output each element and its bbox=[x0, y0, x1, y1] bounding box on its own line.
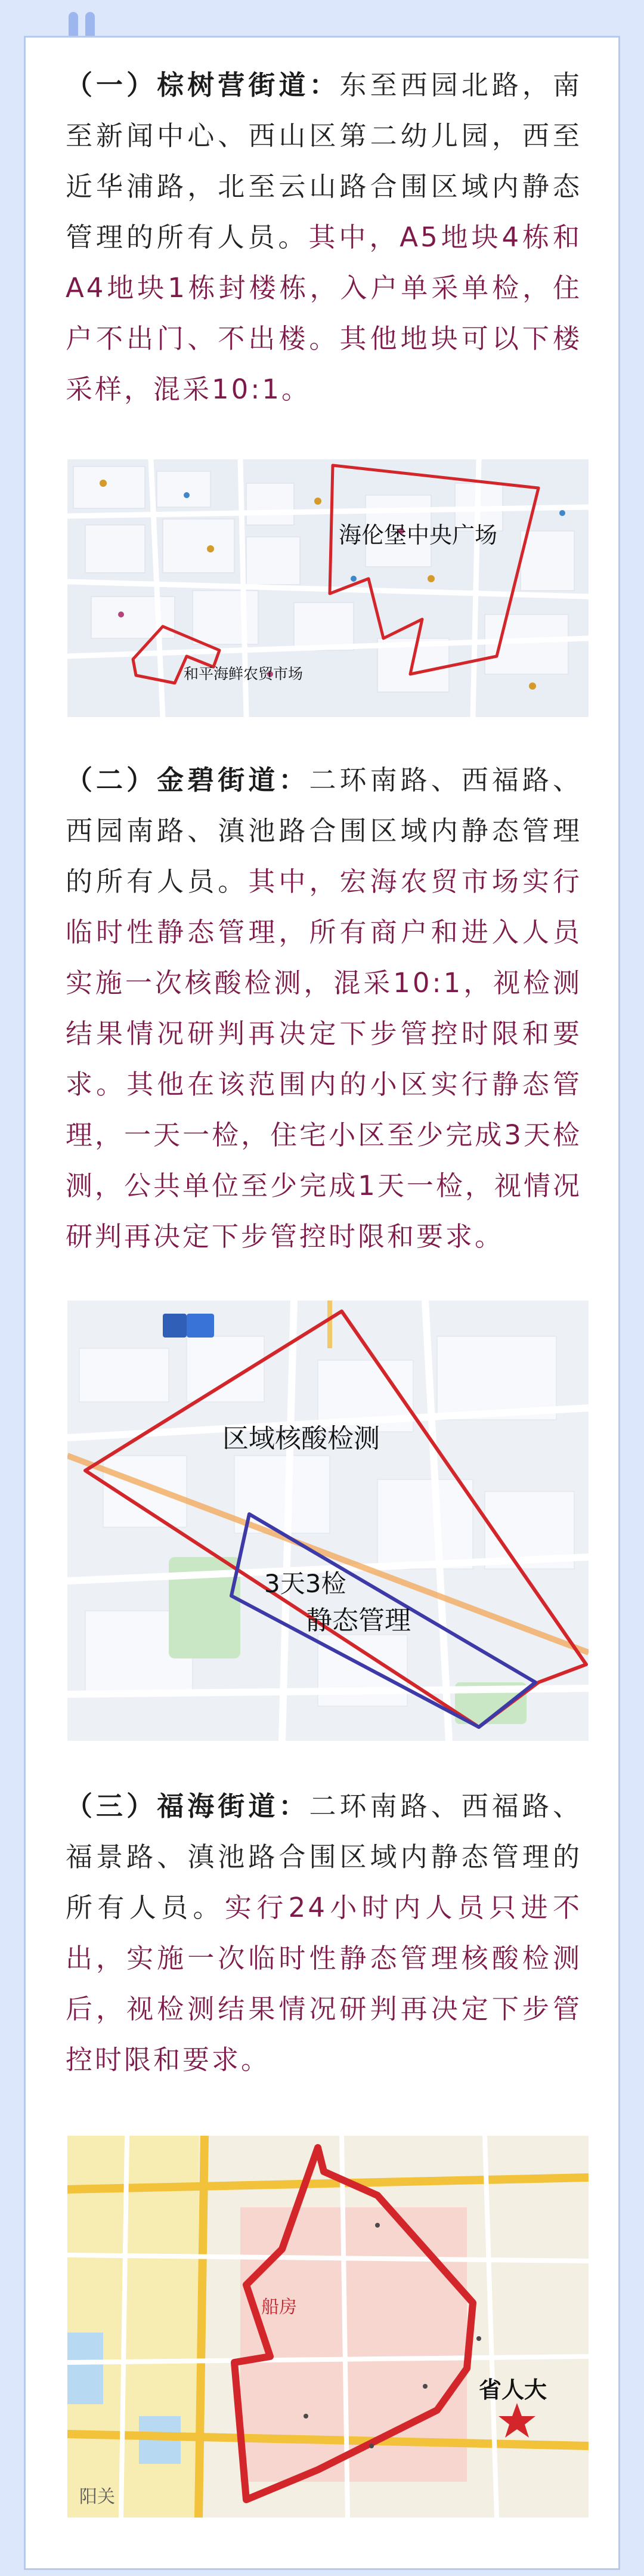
map-2-blue-label-line2: 静态管理 bbox=[306, 1605, 411, 1636]
section-2-highlight: 其中，宏海农贸市场实行临时性静态管理，所有商户和进入人员实施一次核酸检测，混采10:1，视检测结果情况研判再决定下步管控时限和要求。其他在该范围内的小区实行静态管理，一天一检，住宅小区至少完成3天检测，公共单位至少完成1天一检，视情况研判再决定下步管控时限和要求。 bbox=[66, 866, 582, 1252]
map-3-chuanfang-label: 船房 bbox=[261, 2297, 297, 2318]
map-zongshuying bbox=[67, 459, 589, 717]
map-1-market-label: 和平海鲜农贸市场 bbox=[184, 665, 304, 682]
map-fuhai bbox=[67, 2136, 589, 2518]
map-3-yangxian-label: 阳关 bbox=[79, 2487, 115, 2507]
section-1-highlight: 其中，A5地块4栋和A4地块1栋封楼栋，入户单采单检，住户不出门、不出楼。其他地块可以下楼采样，混采10:1。 bbox=[66, 221, 582, 405]
section-3-paragraph bbox=[66, 1781, 582, 2085]
section-3-heading: （三）福海街道： bbox=[66, 1790, 309, 1822]
map-2-canvas bbox=[67, 1301, 589, 1741]
section-2-text: 二环南路、西福路、西园南路、滇池路合围区域内静态管理的所有人员。 bbox=[66, 764, 582, 897]
section-2-paragraph bbox=[66, 755, 582, 1262]
section-3-highlight: 实行24小时内人员只进不出，实施一次临时性静态管理核酸检测后，视检测结果情况研判再决定下步管控时限和要求。 bbox=[66, 1892, 582, 2075]
map-2-red-label: 区域核酸检测 bbox=[222, 1423, 380, 1454]
map-2-blue-label-line1: 3天3检 bbox=[264, 1569, 346, 1598]
map-jinbi bbox=[67, 1301, 589, 1741]
map-1-area-label: 海伦堡中央广场 bbox=[339, 522, 498, 548]
section-1-paragraph bbox=[66, 60, 582, 415]
map-3-canvas bbox=[67, 2136, 589, 2518]
map-1-canvas bbox=[67, 459, 589, 717]
section-2-heading: （二）金碧街道： bbox=[66, 764, 309, 796]
map-3-shengrenda-label: 省人大 bbox=[479, 2377, 547, 2403]
section-3-text: 二环南路、西福路、福景路、滇池路合围区域内静态管理的所有人员。 bbox=[66, 1790, 582, 1923]
section-1-heading: （一）棕树营街道： bbox=[66, 69, 340, 101]
section-1-text: 东至西园北路，南至新闻中心、西山区第二幼儿园，西至近华浦路，北至云山路合围区域内静态管理的所有人员。 bbox=[66, 69, 582, 253]
